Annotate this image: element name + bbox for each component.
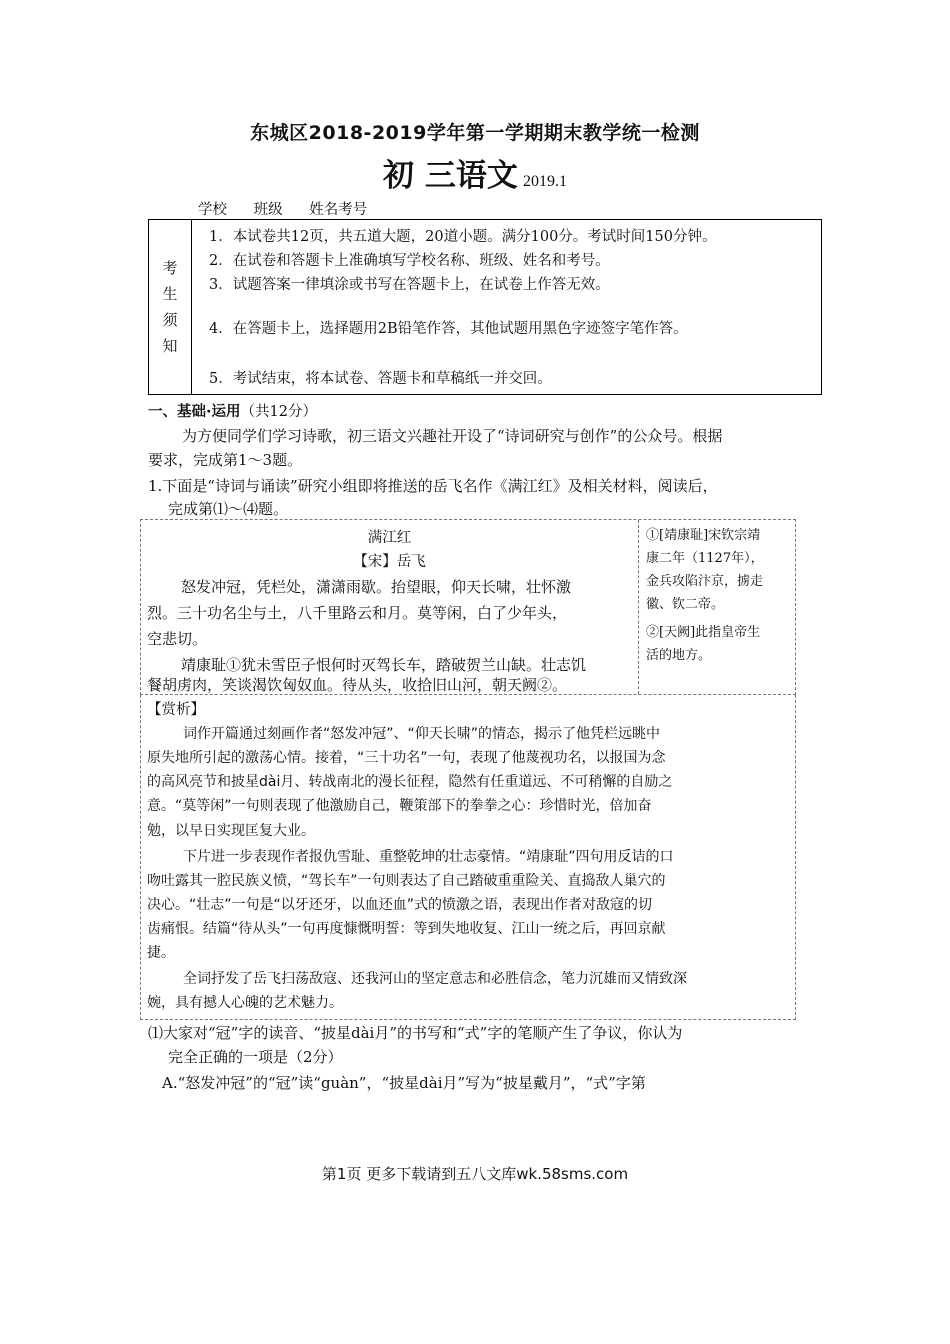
- page-footer: 第1页 更多下载请到五八文库wk.58sms.com: [321, 1165, 629, 1183]
- notice-side-char: 生: [162, 285, 178, 303]
- poem-divider: [638, 520, 639, 694]
- subject-label: 初 三语文: [383, 158, 518, 194]
- question-1-1-line: ⑴大家对“冠”字的读音、“披星dài月”的书写和“式”字的笔顺产生了争议，你认为: [148, 1024, 683, 1042]
- poem-line: 靖康耻①犹未雪臣子恨何时灭驾长车，踏破贺兰山缺。壮志饥: [181, 656, 587, 674]
- question-1-1-line: 完全正确的一项是（2分）: [168, 1048, 343, 1066]
- notice-side-char: 考: [162, 259, 178, 277]
- analysis-line: 词作开篇通过刻画作者“怒发冲冠”、“仰天长啸”的情态，揭示了他凭栏远眺中: [183, 726, 661, 742]
- analysis-line: 勉，以早日实现匡复大业。: [147, 823, 315, 839]
- poem-note-line: 金兵攻陷汴京，掳走: [646, 574, 764, 589]
- poem-note-line: 康二年（1127年），: [646, 551, 764, 566]
- option-a: A.“怒发冲冠”的“冠”读“guàn”，“披星dài月”写为“披星戴月”，“式”字第: [162, 1074, 646, 1092]
- analysis-line: 原失地所引起的激荡心情。接着，“三十功名”一句，表现了他蔑视功名，以报国为念: [147, 750, 666, 766]
- poem-note-line: 活的地方。: [646, 648, 712, 663]
- name-id-label: 姓名考号: [309, 202, 368, 218]
- poem-note-line: ①[靖康耻]宋钦宗靖: [646, 528, 761, 543]
- analysis-line: 下片进一步表现作者报仇雪耻、重整乾坤的壮志豪情。“靖康耻”四句用反诘的口: [183, 849, 674, 865]
- poem-line: 烈。三十功名尘与土，八千里路云和月。莫等闲，白了少年头，: [147, 604, 568, 622]
- question-1-line: 完成第⑴～⑷题。: [168, 500, 289, 518]
- poem-line: 餐胡虏肉，笑谈渴饮匈奴血。待从头，收拾旧山河，朝天阙②。: [147, 676, 568, 694]
- notice-item: 2．在试卷和答题卡上准确填写学校名称、班级、姓名和考号。: [209, 253, 610, 269]
- school-label: 学校: [198, 202, 227, 218]
- exam-date: 2019.1: [522, 173, 567, 190]
- section-heading: [148, 400, 317, 421]
- analysis-box: [140, 695, 796, 1020]
- poem-title: 满江红: [367, 530, 412, 546]
- notice-side-label: [149, 220, 192, 394]
- section-title: 一、基础·运用: [148, 404, 241, 420]
- analysis-line: 婉，具有撼人心魄的艺术魅力。: [147, 995, 343, 1011]
- class-label: 班级: [253, 202, 283, 218]
- poem-note-line: 徽、钦二帝。: [646, 597, 725, 612]
- poem-author: 【宋】岳飞: [353, 554, 426, 570]
- notice-item: 5．考试结束，将本试卷、答题卡和草稿纸一并交回。: [209, 371, 552, 387]
- analysis-line: 的高风亮节和披星dài月、转战南北的漫长征程，隐然有任重道远、不可稍懈的自励之: [147, 774, 673, 790]
- analysis-heading: 【赏析】: [147, 702, 205, 718]
- poem-line: 怒发冲冠，凭栏处，潇潇雨歇。抬望眼，仰天长啸，壮怀激: [181, 578, 572, 596]
- analysis-line: 齿痛恨。结篇“待从头”一句再度慷慨明誓：等到失地收复、江山一统之后，再回京献: [147, 921, 666, 937]
- notice-side-char: 知: [162, 337, 178, 355]
- exam-title: 东城区2018-2019学年第一学期期末教学统一检测: [250, 122, 700, 144]
- poem-note-line: ②[天阙]此指皇帝生: [646, 625, 761, 640]
- exam-notice-box: [148, 219, 822, 395]
- question-1-line: 1.下面是“诗词与诵读”研究小组即将推送的岳飞名作《满江红》及相关材料，阅读后，: [148, 477, 718, 495]
- notice-side-char: 须: [162, 311, 178, 329]
- notice-item: 4．在答题卡上，选择题用2B铅笔作答，其他试题用黑色字迹签字笔作答。: [209, 321, 688, 337]
- analysis-line: 意。“莫等闲”一句则表现了他激励自己，鞭策部下的拳拳之心：珍惜时光，倍加奋: [147, 798, 652, 814]
- analysis-line: 全词抒发了岳飞扫荡敌寇、还我河山的坚定意志和必胜信念，笔力沉雄而又情致深: [183, 971, 687, 987]
- section-intro-line: 要求，完成第1～3题。: [148, 451, 303, 469]
- analysis-line: 捷。: [147, 945, 175, 961]
- poem-box: [140, 519, 796, 695]
- analysis-line: 决心。“壮志”一句是“以牙还牙，以血还血”式的愤激之语，表现出作者对敌寇的切: [147, 897, 653, 913]
- poem-line: 空悲切。: [147, 630, 208, 648]
- notice-item: 3．试题答案一律填涂或书写在答题卡上，在试卷上作答无效。: [209, 277, 610, 293]
- section-score: （共12分）: [240, 404, 317, 420]
- analysis-line: 吻吐露其一腔民族义愤，“驾长车”一句则表达了自己踏破重重险关、直捣敌人巢穴的: [147, 873, 666, 889]
- exam-subtitle: [0, 150, 950, 195]
- notice-item: 1．本试卷共12页，共五道大题，20道小题。满分100分。考试时间150分钟。: [209, 229, 717, 245]
- section-intro-line: 为方便同学们学习诗歌，初三语文兴趣社开设了“诗词研究与创作”的公众号。根据: [182, 427, 723, 445]
- student-info-line: [198, 198, 389, 219]
